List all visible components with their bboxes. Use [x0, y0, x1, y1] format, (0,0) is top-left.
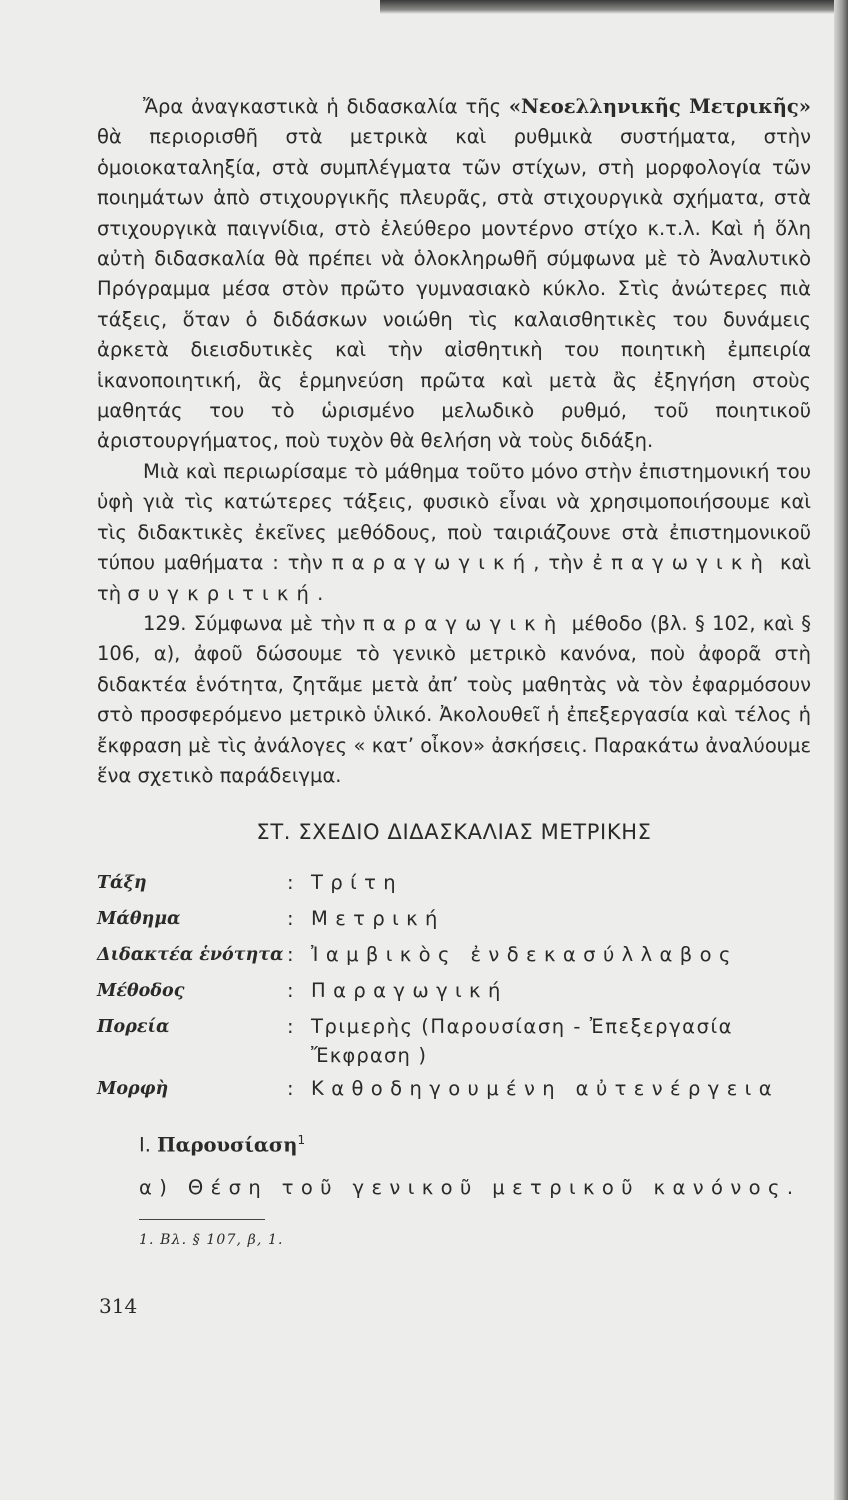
footnote-divider [139, 1219, 265, 1220]
plan-row-class [97, 865, 811, 901]
spaced-term-comparative: συγκριτική [127, 581, 318, 605]
plan-colon: : [287, 979, 294, 1003]
lesson-plan-table [97, 865, 811, 1107]
spaced-term-deductive-2: παραγωγικὴ [362, 611, 565, 635]
plan-row-form [97, 1071, 811, 1107]
plan-value: Τρίτη [311, 871, 404, 895]
plan-label: Διδακτέα ἑνότητα [97, 945, 284, 966]
page-right-edge-shadow [834, 0, 848, 1500]
plan-row-course [97, 1009, 811, 1045]
plan-label: Τάξη [97, 873, 147, 894]
plan-value: Καθοδηγουμένη αὐτενέργεια [311, 1077, 779, 1101]
plan-value: Μετρική [311, 907, 445, 931]
plan-row-unit [97, 937, 811, 973]
paragraph-meter-teaching: Ἄρα ἀναγκαστικὰ ἡ διδασκαλία τῆς «Νεοελληνικῆς Μετρικῆς» θὰ περιορισθῆ στὰ μετρικὰ καὶ ρυθμικὰ συστήματα, στὴν ὁμοιοκαταληξία, στὰ συμπλέγματα τῶν στίχων, στὴ μορφολογία τῶν ποιημάτων ἀπὸ στιχουργικῆς πλευρᾶς, στὰ στιχουργικὰ σχήματα, στὰ στιχουργικὰ παιγνίδια, στὸ ἐλεύθερο μοντέρνο στίχο κ.τ.λ. Καὶ ἡ ὅλη αὐτὴ διδασκαλία θὰ πρέπει νὰ ὁλοκληρωθῆ σύμφωνα μὲ τὸ Ἀναλυτικὸ Πρόγραμμα μέσα στὸν πρῶτο γυμνασιακὸ κύκλο. Στὶς ἀνώτερες πιὰ τάξεις, ὅταν ὁ διδάσκων νοιώθη τὶς καλαισθητικὲς του δυνάμεις ἀρκετὰ διεισδυτικὲς καὶ τὴν αἰσθητικὴ του ποιητικὴ ἐμπειρία ἱκανοποιητική, ἂς ἑρμηνεύση πρῶτα καὶ μετὰ ἂς ἐξηγήση στοὺς μαθητάς του τὸ ὡρισμένο μελωδικὸ ρυθμό, τοῦ ποιητικοῦ ἀριστουργήματος, ποὺ τυχὸν θὰ θελήση νὰ τοὺς διδάξη. [97, 95, 811, 453]
paragraph-129: 129. Σύμφωνα μὲ τὴν παραγωγικὴ μέθοδο (βλ. § 102, καὶ § 106, α), ἀφοῦ δώσουμε τὸ γενικὸ μετρικὸ κανόνα, ποὺ ἀφορᾶ στὴ διδακτέα ἑνότητα, ζητᾶμε μετὰ ἀπ’ τοὺς μαθητὰς νὰ τὸν ἐφαρμόσουν στὸ προσφερόμενο μετρικὸ ὑλικό. Ἀκολουθεῖ ἡ ἐπεξεργασία καὶ τέλος ἡ ἔκφραση μὲ τὶς ἀνάλογες « κατ’ οἶκον» ἀσκήσεις. Παρακάτω ἀναλύουμε ἕνα σχετικὸ παράδειγμα. [97, 611, 811, 787]
plan-value-continuation: Ἔκφραση ) [311, 1044, 428, 1068]
plan-colon: : [287, 1015, 294, 1039]
plan-colon: : [287, 943, 294, 967]
bold-term-modern-greek-metrics: «Νεοελληνικῆς Μετρικῆς» [508, 95, 811, 118]
plan-colon: : [287, 1077, 294, 1101]
plan-value: Ἰαμβικὸς ἐνδεκασύλλαβος [311, 943, 738, 967]
plan-value: Τριμερὴς (Παρουσίαση - Ἐπεξεργασία [311, 1015, 734, 1039]
plan-label: Μάθημα [97, 909, 181, 930]
plan-label: Μορφὴ [97, 1079, 169, 1100]
footnote: 1. Βλ. § 107, β, 1. [139, 1231, 284, 1248]
paragraph-teaching-methods: Μιὰ καὶ περιωρίσαμε τὸ μάθημα τοῦτο μόνο στὴν ἐπιστημονική του ὑφὴ γιὰ τὶς κατώτερες τάξεις, φυσικὸ εἶναι νὰ χρησιμοποιήσουμε καὶ τὶς διδακτικὲς ἐκεῖνες μεθόδους, ποὺ ταιριάζουνε στὰ ἐπιστημονικοῦ τύπου μαθήματα : τὴν παραγωγική, τὴν ἐπαγωγικὴ καὶ τὴ συγκριτική. [97, 459, 811, 605]
book-page [97, 92, 811, 1248]
section-presentation: Ι. Παρουσίαση$^1$ [139, 1133, 306, 1157]
plan-colon: : [287, 907, 294, 931]
plan-value: Παραγωγική [311, 979, 508, 1003]
plan-row-method [97, 973, 811, 1009]
plan-colon: : [287, 871, 294, 895]
section-title: Παρουσίαση [157, 1133, 298, 1157]
page-number: 314 [99, 1294, 138, 1318]
spaced-term-inductive: ἐπαγωγικὴ [592, 551, 772, 575]
footnote-marker: 1 [297, 1133, 306, 1148]
spaced-term-deductive: παραγωγική [331, 551, 534, 575]
page-top-edge-shadow [380, 0, 848, 14]
plan-label: Πορεία [97, 1017, 170, 1038]
plan-label: Μέθοδος [97, 981, 185, 1002]
plan-row-lesson [97, 901, 811, 937]
section-heading: ΣΤ. ΣΧΕΔΙΟ ΔΙΔΑΣΚΑΛΙΑΣ ΜΕΤΡΙΚΗΣ [256, 820, 652, 845]
subsection-rule-statement: α) Θέση τοῦ γενικοῦ μετρικοῦ κανόνος. [139, 1175, 801, 1199]
